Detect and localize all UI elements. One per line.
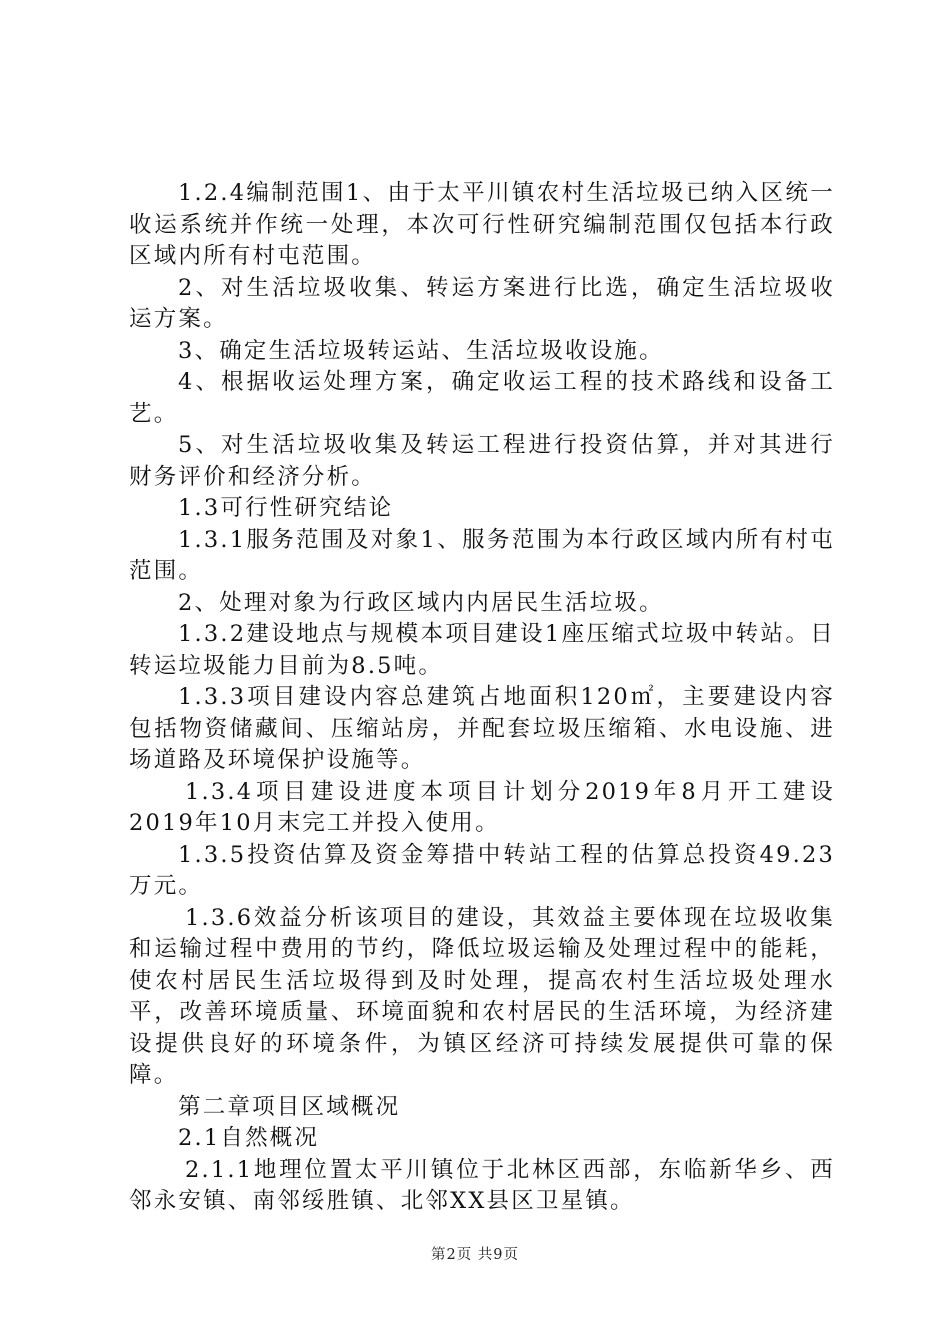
paragraph-2-1-1: 2.1.1地理位置太平川镇位于北林区西部，东临新华乡、西邻永安镇、南邻绥胜镇、北邻XX县区卫星镇。 — [129, 1156, 835, 1214]
heading-1-3: 1.3可行性研究结论 — [178, 495, 394, 521]
paragraph-item-2: 2、对生活垃圾收集、转运方案进行比选，确定生活垃圾收运方案。 — [129, 274, 835, 332]
paragraph-processing-target: 2、处理对象为行政区域内内居民生活垃圾。 — [178, 589, 664, 616]
heading-2-1: 2.1自然概况 — [178, 1125, 320, 1151]
page-number-footer: 第2页 共9页 — [430, 1247, 520, 1263]
paragraph-1-3-6: 1.3.6效益分析该项目的建设，其效益主要体现在垃圾收集和运输过程中费用的节约，降低垃圾运输及处理过程中的能耗，使农村居民生活垃圾得到及时处理，提高农村生活垃圾处理水平，改善环境质量、环境面貌和农村居民的生活环境，为经济建设提供良好的环境条件，为镇区经济可持续发展提供可靠的保障。 — [129, 904, 835, 1088]
paragraph-item-4: 4、根据收运处理方案，确定收运工程的技术路线和设备工艺。 — [129, 369, 835, 427]
paragraph-1-3-2: 1.3.2建设地点与规模本项目建设1座压缩式垃圾中转站。日转运垃圾能力目前为8.5吨。 — [129, 621, 835, 679]
chapter-2-heading: 第二章项目区域概况 — [178, 1093, 401, 1120]
document-body — [129, 178, 835, 1218]
paragraph-1-3-3: 1.3.3项目建设内容总建筑占地面积120㎡，主要建设内容包括物资储藏间、压缩站房，并配套垃圾压缩箱、水电设施、进场道路及环境保护设施等。 — [129, 684, 835, 773]
paragraph-1-3-5: 1.3.5投资估算及资金筹措中转站工程的估算总投资49.23万元。 — [129, 841, 835, 899]
paragraph-1-2-4: 1.2.4编制范围1、由于太平川镇农村生活垃圾已纳入区统一收运系统并作统一处理，本次可行性研究编制范围仅包括本行政区域内所有村屯范围。 — [129, 180, 835, 269]
paragraph-1-3-4: 1.3.4项目建设进度本项目计划分2019年8月开工建设2019年10月末完工并投入使用。 — [129, 778, 835, 836]
paragraph-item-3: 3、确定生活垃圾转运站、生活垃圾收设施。 — [178, 337, 664, 364]
paragraph-1-3-1: 1.3.1服务范围及对象1、服务范围为本行政区域内所有村屯范围。 — [129, 526, 835, 584]
paragraph-item-5: 5、对生活垃圾收集及转运工程进行投资估算，并对其进行财务评价和经济分析。 — [129, 432, 835, 490]
